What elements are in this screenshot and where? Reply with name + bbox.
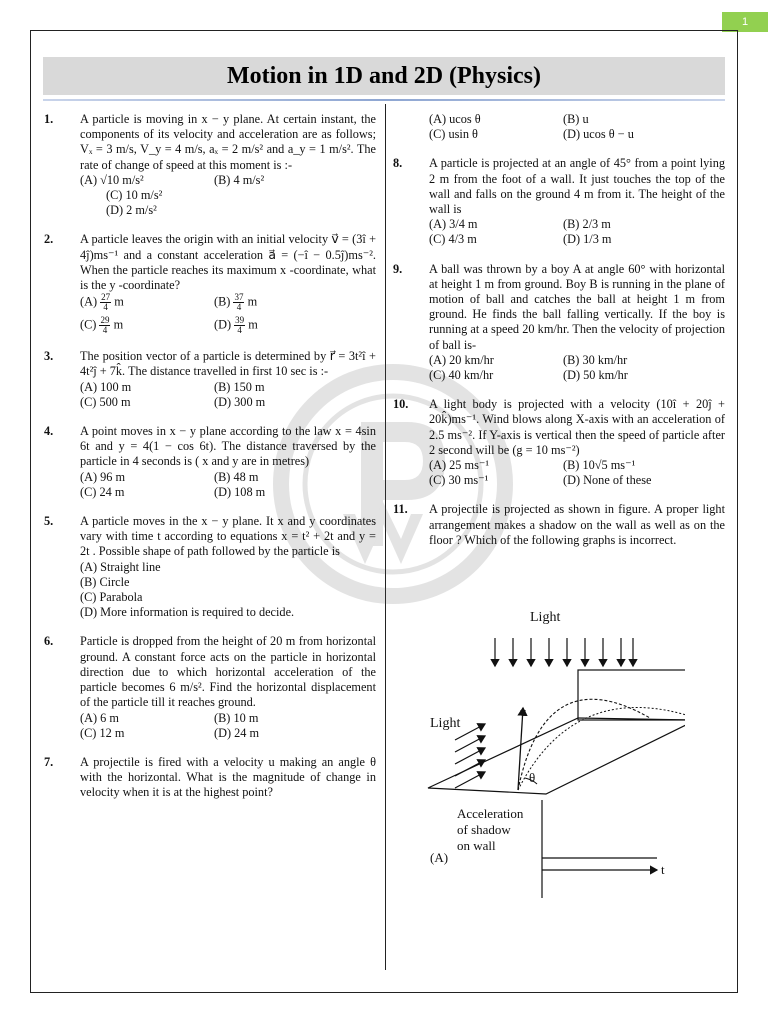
question-number: 1.: [44, 112, 54, 126]
option-b: (B) 30 km/hr: [563, 352, 628, 367]
option-c: (C) 40 km/hr: [429, 368, 494, 383]
option-d: (D) 24 m: [214, 725, 260, 740]
graph-y-label: Acceleration of shadow on wall: [457, 806, 524, 853]
option-d: (D) 2 m/s²: [106, 203, 157, 218]
angle-label: θ: [529, 770, 536, 785]
top-light-arrows: [495, 638, 633, 666]
page-title: Motion in 1D and 2D (Physics): [226, 63, 542, 89]
option-a: (A) 20 km/hr: [429, 352, 494, 367]
options: [80, 560, 376, 621]
option-b: (B) 10√5 ms⁻¹: [563, 458, 636, 473]
question-10: [393, 397, 725, 488]
question-number: 4.: [44, 424, 54, 439]
question-7: [44, 755, 376, 801]
question-text: A particle is projected at an angle of 45° from a point lying 2 m from the foot of a wall. It just touches the top of the wall and falls on the ground 4 m from it. The height of the wall is: [429, 156, 725, 217]
page-number-tab: 1: [722, 12, 768, 32]
question-text: A projectile is projected as shown in figure. A proper light arrangement makes a shadow on the wall as well as on the floor ? Which of the following graphs is incorrect.: [429, 502, 725, 547]
option-d: (D) $\frac{39}{4}$ m: [214, 315, 258, 336]
fraction: $\frac{37}{4}$: [234, 292, 244, 313]
question-number: 2.: [44, 232, 54, 247]
options: [80, 173, 376, 188]
question-4: [44, 424, 376, 500]
figure-drawing: [425, 608, 685, 898]
question-text: A particle leaves the origin with an initial velocity v⃗ = (3î + 4ĵ)ms⁻¹ and a constant acceleration a⃗ = (−î − 0.5ĵ)ms⁻². When the particle reaches its maximum x -coordinate, what is the y -coordinate?: [80, 232, 376, 293]
question-9: [393, 262, 725, 384]
option-a: (A) 25 ms⁻¹: [429, 458, 490, 473]
question-text: A particle is moving in x − y plane. At certain instant, the components of its velocity and acceleration are as follows; Vₓ = 3 m/s, V_y = 4 m/s, aₓ = 2 m/s² and a_y = 1 m/s². The rate of change of speed at this moment is :-: [80, 112, 376, 172]
projectile-path: [518, 699, 650, 790]
option-d: (D) ucos θ − u: [563, 127, 634, 142]
option-b: (B) 4 m/s²: [214, 172, 265, 187]
question-number: 9.: [393, 261, 403, 276]
option-b: (B) 10 m: [214, 710, 259, 725]
option-d: (D) More information is required to decide.: [80, 605, 295, 620]
option-a: (A) $\frac{27}{4}$ m: [80, 292, 124, 313]
option-a: (A) Straight line: [80, 559, 161, 574]
option-d: (D) None of these: [563, 473, 652, 488]
velocity-label: u: [520, 704, 527, 719]
options: [429, 458, 725, 488]
graph-x-label: t: [661, 862, 665, 877]
option-c: (C) 4/3 m: [429, 232, 477, 247]
option-c: (C) Parabola: [80, 590, 143, 605]
question-text: A ball was thrown by a boy A at angle 60° with horizontal at height 1 m from ground. Boy B is running in the plane of motion of ball and catches the ball at height 1 m from ground. He finds the ball falling vertically. If the boy is running at a speed 20 km/hr. Then the velocity of projection of ball is-: [429, 261, 725, 352]
question-7-options: [393, 112, 725, 142]
fraction: $\frac{29}{4}$: [100, 315, 110, 336]
option-c: (C) 10 m/s²: [106, 188, 163, 203]
option-a: (A) √10 m/s²: [80, 172, 144, 187]
question-number: 11.: [393, 502, 408, 517]
light-label-top: Light: [530, 610, 561, 625]
option-b: (B) 2/3 m: [563, 217, 611, 232]
option-b: (B) Circle: [80, 574, 130, 589]
question-number: 10.: [393, 397, 409, 412]
option-a: (A) 6 m: [80, 710, 119, 725]
projectile-shadow-figure: [425, 608, 685, 898]
question-number: 7.: [44, 754, 54, 769]
option-c: (C) 500 m: [80, 394, 131, 409]
question-11: [393, 502, 725, 548]
question-2: [44, 232, 376, 335]
question-text: A light body is projected with a velocity (10î + 20ĵ + 20k̂)ms⁻¹. Wind blows along X-axis with an acceleration of 2.5 ms⁻². If Y-axis is vertical then the speed of particle after 2 second will be (g = 10 ms⁻²): [429, 397, 725, 457]
option-c: (C) usin θ: [429, 127, 478, 142]
question-number: 3.: [44, 349, 54, 364]
options: [80, 380, 376, 410]
question-number: 8.: [393, 156, 403, 171]
question-text: Particle is dropped from the height of 20 m from horizontal ground. A constant force acts on the particle in horizontal direction due to which horizontal acceleration of the particle becomes 6 m/s². Find the horizontal displacement of the particle till it reaches ground.: [80, 634, 376, 710]
options: [80, 470, 376, 500]
question-1: [44, 112, 376, 218]
right-column: [393, 112, 725, 548]
question-text: The position vector of a particle is determined by r⃗ = 3t²î + 4t²ĵ + 7k̂. The distance travelled in first 10 sec is :-: [80, 349, 376, 379]
option-b: (B) u: [563, 112, 589, 126]
option-c: (C) $\frac{29}{4}$ m: [80, 315, 124, 336]
option-c: (C) 30 ms⁻¹: [429, 473, 489, 488]
option-d: (D) 1/3 m: [563, 232, 612, 247]
graph-option-label: (A): [430, 850, 449, 865]
option-d: (D) 300 m: [214, 394, 266, 409]
question-text: A particle moves in the x − y plane. It x and y coordinates vary with time t according to equations x = t² + 2t and y = 2t . Possible shape of path followed by the particle is: [80, 514, 376, 559]
light-label-side: Light: [430, 716, 461, 731]
question-text: A point moves in x − y plane according to the law x = 4sin 6t and y = 4(1 − cos 6t). The distance traversed by the particle in 4 seconds is ( x and y are in metres): [80, 424, 376, 469]
fraction: $\frac{39}{4}$: [235, 315, 245, 336]
fraction: $\frac{27}{4}$: [101, 292, 111, 313]
question-6: [44, 634, 376, 740]
options: [429, 353, 725, 383]
floor: [428, 718, 685, 794]
option-c: (C) 12 m: [80, 725, 125, 740]
left-column: [44, 112, 376, 801]
question-number: 5.: [44, 514, 54, 529]
option-b: (B) $\frac{37}{4}$ m: [214, 292, 258, 313]
option-b: (B) 150 m: [214, 379, 265, 394]
title-rule: [43, 99, 725, 101]
option-a: (A) 3/4 m: [429, 217, 478, 232]
question-number: 6.: [44, 634, 54, 649]
question-8: [393, 156, 725, 247]
options: [80, 711, 376, 741]
option-a: (A) 96 m: [80, 469, 126, 484]
options: [429, 217, 725, 247]
option-d: (D) 108 m: [214, 484, 266, 499]
question-3: [44, 349, 376, 410]
side-light-arrows: [455, 724, 485, 788]
option-b: (B) 48 m: [214, 469, 259, 484]
option-a: (A) 100 m: [80, 379, 132, 394]
option-c: (C) 24 m: [80, 484, 125, 499]
options: [80, 293, 376, 335]
question-5: [44, 514, 376, 620]
option-a: (A) ucos θ: [429, 112, 481, 126]
options: [429, 112, 725, 142]
wall: [578, 670, 685, 720]
option-d: (D) 50 km/hr: [563, 368, 628, 383]
question-text: A projectile is fired with a velocity u making an angle θ with the horizontal. What is the magnitude of change in velocity when it is at the highest point?: [80, 754, 376, 800]
